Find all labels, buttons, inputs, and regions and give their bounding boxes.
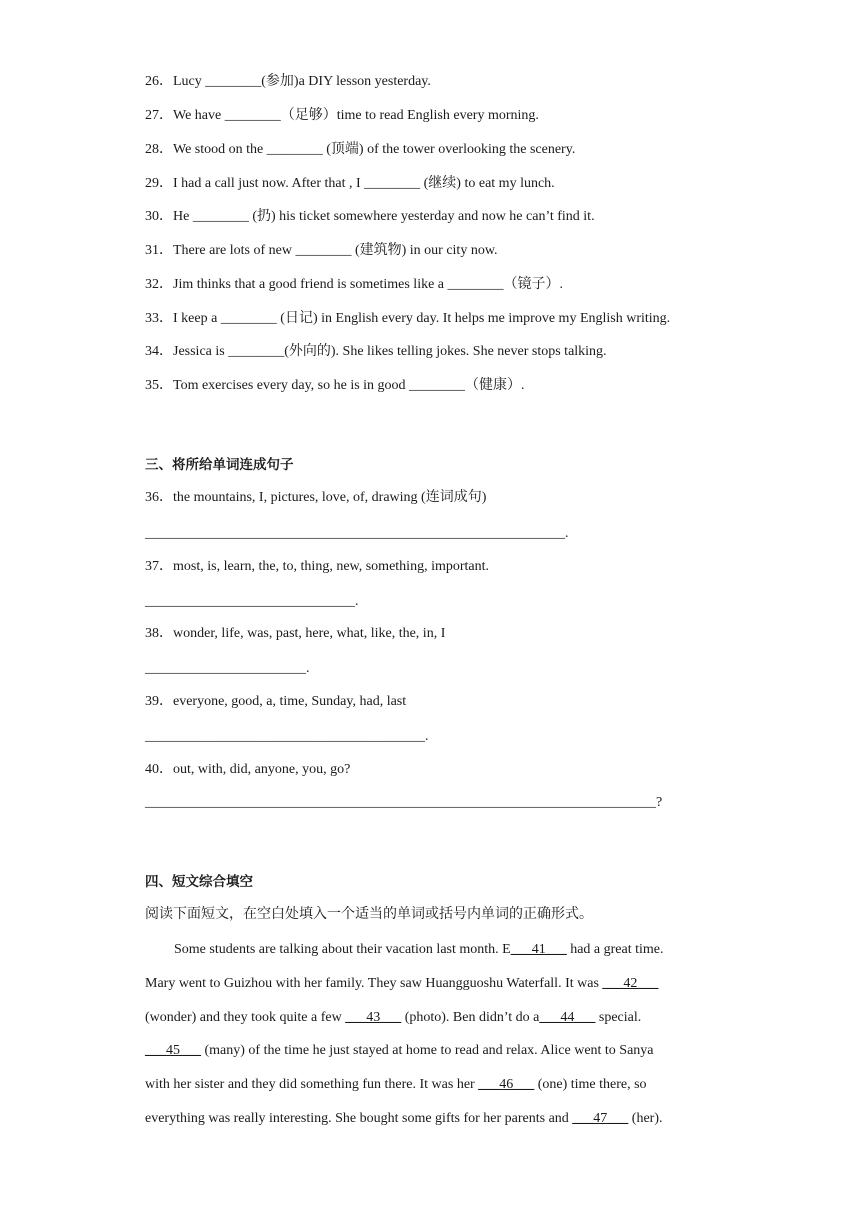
passage-text: Some students are talking about their vacation last month. E [174, 942, 511, 957]
blank-45: ___45___ [145, 1043, 201, 1058]
question-35: 35．Tom exercises every day, so he is in good ________（健康）. [145, 378, 525, 393]
passage-text: (photo). Ben didn’t do a [401, 1010, 540, 1025]
section-4-instruction: 阅读下面短文，在空白处填入一个适当的单词或括号内单词的正确形式。 [145, 907, 593, 922]
question-38: 38．wonder, life, was, past, here, what, like, the, in, I [145, 626, 446, 641]
passage-text: (many) of the time he just stayed at home to read and relax. Alice went to Sanya [201, 1043, 654, 1058]
answer-line-36: ____________________________________________________________. [145, 526, 569, 541]
question-32: 32．Jim thinks that a good friend is sometimes like a ________（镜子）. [145, 277, 564, 292]
passage-text: (one) time there, so [534, 1077, 647, 1092]
question-27: 27．We have ________（足够）time to read English every morning. [145, 108, 539, 123]
passage-text: (her). [628, 1111, 663, 1126]
blank-42: ___42___ [602, 976, 659, 991]
passage-line [174, 940, 664, 960]
question-29: 29．I had a call just now. After that , I ________ (继续) to eat my lunch. [145, 176, 555, 191]
answer-line-37: ______________________________. [145, 594, 359, 609]
question-34: 34．Jessica is ________(外向的). She likes telling jokes. She never stops talking. [145, 344, 607, 359]
passage-line [145, 1109, 662, 1129]
blank-43: ___43___ [345, 1010, 402, 1025]
passage-text: with her sister and they did something fun there. It was her [145, 1077, 479, 1092]
passage-line [145, 1008, 641, 1028]
question-26: 26．Lucy ________(参加)a DIY lesson yesterday. [145, 74, 431, 89]
blank-46: ___46___ [478, 1077, 535, 1092]
passage-line [145, 1075, 647, 1095]
blank-47: ___47___ [572, 1111, 629, 1126]
question-40: 40．out, with, did, anyone, you, go? [145, 762, 351, 777]
answer-line-39: ________________________________________. [145, 729, 429, 744]
question-36: 36．the mountains, I, pictures, love, of, drawing (连词成句) [145, 490, 487, 505]
passage-text: had a great time. [566, 942, 664, 957]
answer-line-40: _________________________________________________________________________? [145, 795, 663, 810]
section-4-heading: 四、短文综合填空 [145, 874, 253, 890]
passage-line [145, 1041, 654, 1061]
question-33: 33．I keep a ________ (日记) in English every day. It helps me improve my English writing. [145, 311, 671, 326]
question-28: 28．We stood on the ________ (顶端) of the tower overlooking the scenery. [145, 142, 576, 157]
question-31: 31．There are lots of new ________ (建筑物) in our city now. [145, 243, 498, 258]
question-39: 39．everyone, good, a, time, Sunday, had, last [145, 694, 407, 709]
passage-text: special. [595, 1010, 642, 1025]
passage-text: Mary went to Guizhou with her family. They saw Huangguoshu Waterfall. It was [145, 976, 603, 991]
section-3-heading: 三、将所给单词连成句子 [145, 457, 294, 473]
passage-text: everything was really interesting. She bought some gifts for her parents and [145, 1111, 573, 1126]
question-30: 30．He ________ (扔) his ticket somewhere yesterday and now he can’t find it. [145, 209, 595, 224]
answer-line-38: _______________________. [145, 661, 310, 676]
blank-41: ___41___ [510, 942, 567, 957]
question-37: 37．most, is, learn, the, to, thing, new, something, important. [145, 559, 489, 574]
blank-44: ___44___ [539, 1010, 596, 1025]
passage-text: (wonder) and they took quite a few [145, 1010, 346, 1025]
passage-line [145, 974, 658, 994]
